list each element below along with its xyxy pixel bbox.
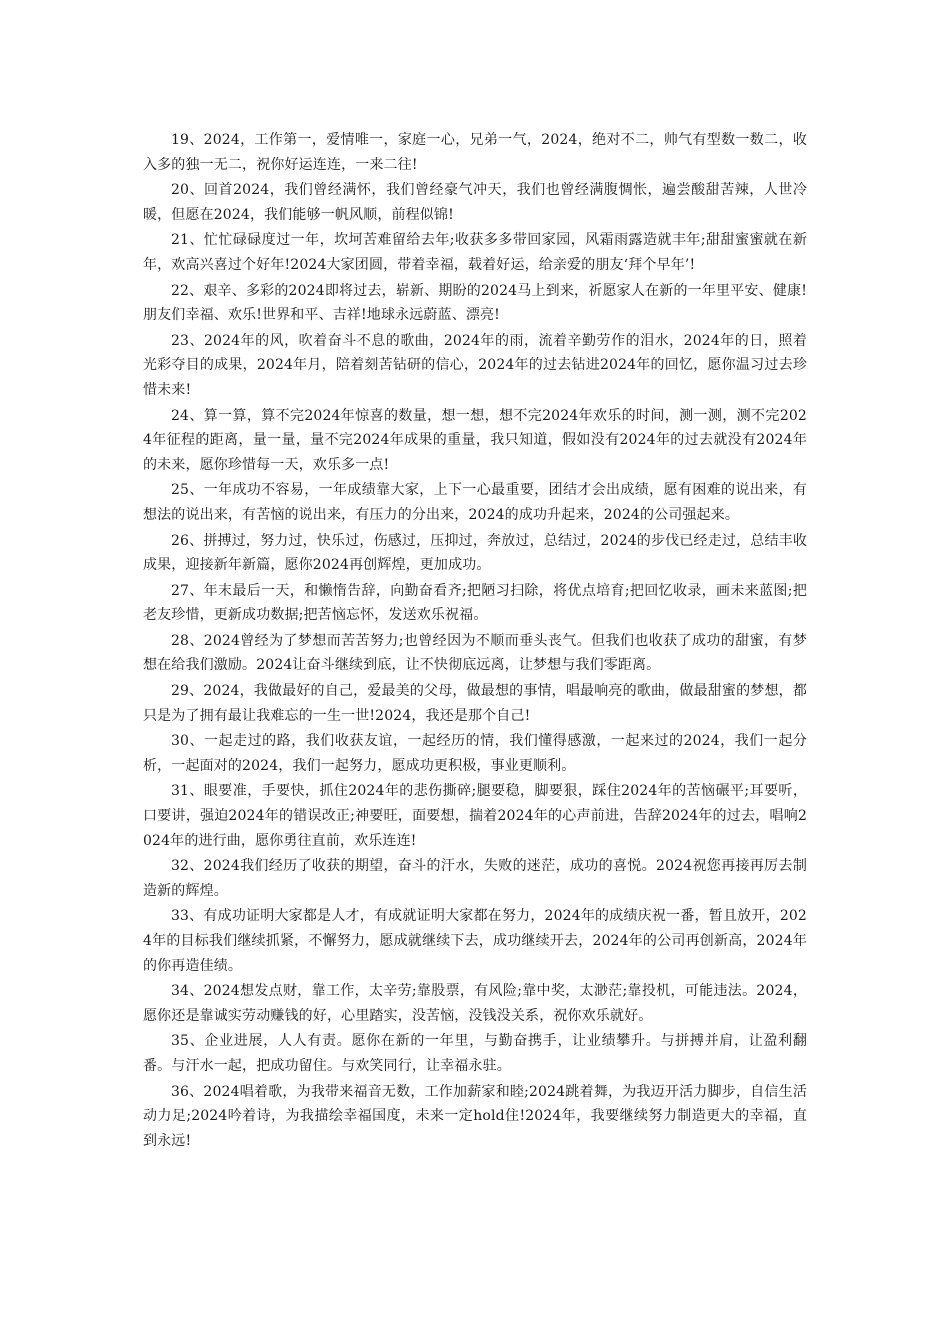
paragraph-34: 34、2024想发点财，靠工作，太辛劳;靠股票，有风险;靠中奖，太渺茫;靠投机，可能违法。2024，愿你还是靠诚实劳动赚钱的好，心里踏实，没苦恼，没钱没关系，祝你欢乐就好。 bbox=[143, 983, 807, 1024]
paragraph-19: 19、2024，工作第一，爱情唯一，家庭一心，兄弟一气，2024，绝对不二，帅气有型数一数二，收入多的独一无二，祝你好运连连，一来二往! bbox=[143, 132, 807, 173]
paragraph-21: 21、忙忙碌碌度过一年，坎坷苦难留给去年;收获多多带回家园，风霜雨露造就丰年;甜甜蜜蜜就在新年，欢高兴喜过个好年!2024大家团圆，带着幸福，载着好运，给亲爱的朋友‘拜个早年’! bbox=[143, 232, 807, 273]
paragraph-36: 36、2024唱着歌，为我带来福音无数，工作加薪家和睦;2024跳着舞，为我迈开活力脚步，自信生活动力足;2024吟着诗，为我描绘幸福国度，未来一定hold住!2024年，我要继续努力制造更大的幸福，直到永远! bbox=[143, 1083, 807, 1149]
paragraph-27: 27、年末最后一天，和懒惰告辞，向勤奋看齐;把陋习扫除，将优点培育;把回忆收录，画未来蓝图;把老友珍惜，更新成功数据;把苦恼忘怀，发送欢乐祝福。 bbox=[143, 582, 807, 624]
paragraph-30: 30、一起走过的路，我们收获友谊，一起经历的情，我们懂得感激，一起来过的2024，我们一起分析，一起面对的2024，我们一起努力，愿成功更积极，事业更顺利。 bbox=[143, 733, 807, 774]
paragraph-22: 22、艰辛、多彩的2024即将过去，崭新、期盼的2024马上到来，祈愿家人在新的一年里平安、健康!朋友们幸福、欢乐!世界和平、吉祥!地球永远蔚蓝、漂亮! bbox=[143, 282, 807, 324]
paragraph-25: 25、一年成功不容易，一年成绩靠大家，上下一心最重要，团结才会出成绩，愿有困难的说出来，有想法的说出来，有苦恼的说出来，有压力的分出来，2024的成功升起来，2024的公司强起来。 bbox=[143, 482, 807, 523]
paragraph-24: 24、算一算，算不完2024年惊喜的数量，想一想，想不完2024年欢乐的时间，测一测，测不完2024年征程的距离，量一量，量不完2024年成果的重量，我只知道，假如没有2024年的过去就没有2024年的未来，愿你珍惜每一天，欢乐多一点! bbox=[143, 407, 807, 473]
paragraph-31: 31、眼要准，手要快，抓住2024年的悲伤撕碎;腿要稳，脚要狠，踩住2024年的苦恼碾平;耳要听，口要讲，强迫2024年的错误改正;神要旺，面要想，揣着2024年的心声前进，告辞2024年的过去，唱响2024年的进行曲，愿你勇往直前，欢乐连连! bbox=[143, 783, 807, 849]
paragraph-32: 32、2024我们经历了收获的期望，奋斗的汗水，失败的迷茫，成功的喜悦。2024祝您再接再厉去制造新的辉煌。 bbox=[143, 858, 807, 899]
paragraph-29: 29、2024，我做最好的自己，爱最美的父母，做最想的事情，唱最响亮的歌曲，做最甜蜜的梦想，都只是为了拥有最让我难忘的一生一世!2024，我还是那个自己! bbox=[143, 683, 807, 724]
paragraph-33: 33、有成功证明大家都是人才，有成就证明大家都在努力，2024年的成绩庆祝一番，暂且放开，2024年的目标我们继续抓紧，不懈努力，愿成就继续下去，成功继续开去，2024年的公司再创新高，2024年的你再造佳绩。 bbox=[143, 908, 807, 974]
paragraph-26: 26、拼搏过，努力过，快乐过，伤感过，压抑过，奔放过，总结过，2024的步伐已经走过，总结丰收成果，迎接新年新篇，愿你2024再创辉煌，更加成功。 bbox=[143, 532, 807, 574]
paragraph-28: 28、2024曾经为了梦想而苦苦努力;也曾经因为不顺而垂头丧气。但我们也收获了成功的甜蜜，有梦想在给我们激励。2024让奋斗继续到底，让不快彻底远离，让梦想与我们零距离。 bbox=[143, 632, 807, 674]
paragraph-35: 35、企业进展，人人有责。愿你在新的一年里，与勤奋携手，让业绩攀升。与拼搏并肩，让盈利翻番。与汗水一起，把成功留住。与欢笑同行，让幸福永驻。 bbox=[143, 1033, 807, 1074]
paragraph-23: 23、2024年的风，吹着奋斗不息的歌曲，2024年的雨，流着辛勤劳作的泪水，2024年的日，照着光彩夺目的成果，2024年月，陪着刻苦钻研的信心，2024年的过去钻进2024年的回忆，愿你温习过去珍惜未来! bbox=[143, 332, 807, 398]
document-page bbox=[143, 128, 807, 1154]
paragraph-20: 20、回首2024，我们曾经满怀，我们曾经豪气冲天，我们也曾经满腹惆怅，遍尝酸甜苦辣，人世冷暖，但愿在2024，我们能够一帆风顺，前程似锦! bbox=[143, 182, 807, 223]
